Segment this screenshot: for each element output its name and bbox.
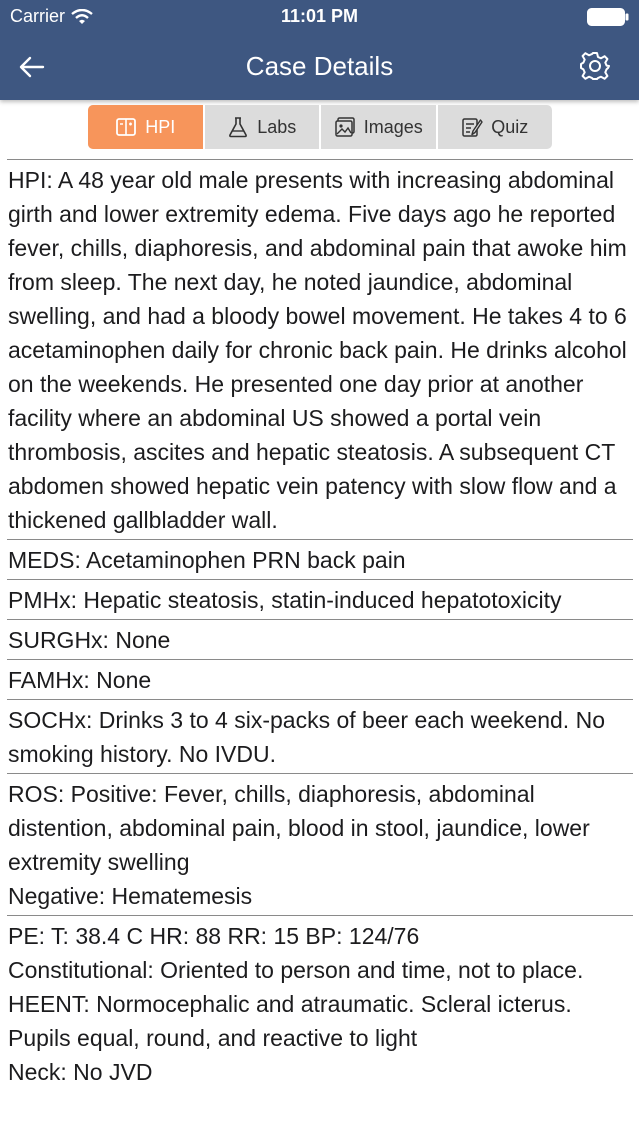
section-pe (7, 915, 633, 1091)
section-label: FAMHx: (8, 667, 90, 693)
section-extra-line: Negative: Hematemesis (8, 883, 253, 909)
case-details-content (7, 159, 633, 1091)
section-pmhx (7, 579, 633, 619)
section-tabs (88, 105, 552, 149)
tab-quiz[interactable] (438, 105, 553, 149)
carrier-label: Carrier (10, 6, 66, 26)
section-label: HPI: (8, 167, 53, 193)
section-text: Drinks 3 to 4 six-packs of beer each weekend. No smoking history. No IVDU. (8, 707, 605, 767)
navigation-bar (0, 34, 639, 100)
section-text: T: 38.4 C HR: 88 RR: 15 BP: 124/76 (45, 923, 420, 949)
section-label: ROS: (8, 781, 65, 807)
section-label: PMHx: (8, 587, 77, 613)
section-sochx (7, 699, 633, 773)
section-text: Positive: Fever, chills, diaphoresis, abdominal distention, abdominal pain, blood in stool, jaundice, lower extremity swelling (8, 781, 590, 875)
section-label: SURGHx: (8, 627, 109, 653)
flask-icon (227, 116, 249, 138)
page-title: Case Details (245, 51, 394, 81)
section-text: A 48 year old male presents with increasing abdominal girth and lower extremity edema. Five days ago he reported fever, chills, diaphoresis, and abdominal pain that awoke him from sleep. The next day, he noted jaundice, abdominal swelling, and had a bloody bowel movement. He takes 4 to 6 acetaminophen daily for chronic back pain. He drinks alcohol on the weekends. He presented one day prior at another facility where an abdominal US showed a portal vein thrombosis, ascites and hepatic steatosis. A subsequent CT abdomen showed hepatic vein patency with slow flow and a thickened gallbladder wall. (8, 167, 627, 533)
section-text: Acetaminophen PRN back pain (80, 547, 406, 573)
hpi-icon (115, 116, 137, 138)
section-meds (7, 539, 633, 579)
tab-hpi-label: HPI (145, 116, 176, 137)
quiz-icon (461, 116, 483, 138)
section-text: None (108, 627, 171, 653)
status-time: 11:01 PM (280, 6, 359, 26)
tab-hpi[interactable] (88, 105, 205, 149)
settings-button[interactable] (577, 48, 613, 84)
tab-labs-label: Labs (257, 116, 297, 137)
section-text: None (89, 667, 152, 693)
section-ros (7, 773, 633, 915)
section-surghx (7, 619, 633, 659)
battery-icon (587, 8, 629, 26)
app-header (0, 0, 639, 100)
section-text: Hepatic steatosis, statin-induced hepatotoxicity (77, 587, 562, 613)
section-famhx (7, 659, 633, 699)
section-extra-line: Constitutional: Oriented to person and time, not to place. (8, 957, 584, 983)
section-label: SOCHx: (8, 707, 93, 733)
section-extra-line: Neck: No JVD (8, 1059, 153, 1085)
section-extra-line: HEENT: Normocephalic and atraumatic. Scleral icterus. Pupils equal, round, and reactive to light (8, 991, 572, 1051)
section-hpi (7, 159, 633, 539)
tab-images-label: Images (363, 116, 423, 137)
tab-images[interactable] (321, 105, 438, 149)
section-label: MEDS: (8, 547, 81, 573)
status-bar (0, 0, 639, 34)
tab-labs[interactable] (205, 105, 322, 149)
section-label: PE: (8, 923, 46, 949)
tab-quiz-label: Quiz (491, 116, 529, 137)
gear-icon (580, 51, 610, 81)
image-icon (334, 116, 356, 138)
